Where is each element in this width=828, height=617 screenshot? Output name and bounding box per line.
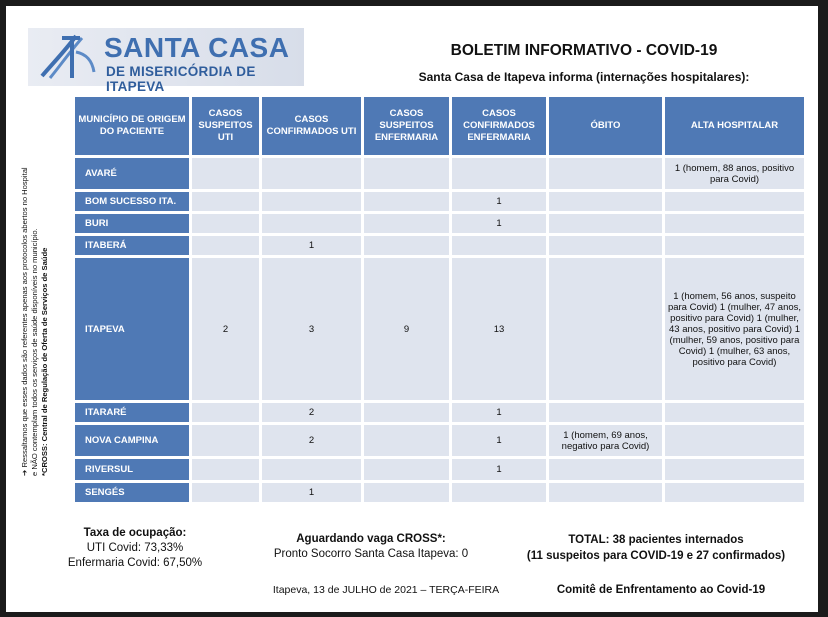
table-row	[74, 191, 806, 213]
logo	[28, 28, 304, 94]
occupancy-label: Taxa de ocupação:	[83, 527, 187, 539]
cell-conf-enf: 1	[451, 191, 548, 213]
header-confirmados-uti: CASOS CONFIRMADOS UTI	[261, 96, 363, 157]
cell-obito	[548, 235, 664, 257]
header-obito: ÓBITO	[548, 96, 664, 157]
cell-conf-enf: 1	[451, 424, 548, 458]
cell-municipio: ITAPEVA	[74, 257, 191, 402]
header-confirmados-enfermaria: CASOS CONFIRMADOS ENFERMARIA	[451, 96, 548, 157]
cell-obito	[548, 157, 664, 191]
table-row	[74, 482, 806, 504]
cell-alta	[664, 424, 806, 458]
bulletin-date: Itapeva, 13 de JULHO de 2021 – TERÇA-FEIRA	[272, 584, 500, 596]
occupancy-enfermaria: Enfermaria Covid: 67,50%	[67, 557, 203, 569]
cell-susp-uti: 2	[191, 257, 261, 402]
occupancy-uti: UTI Covid: 73,33%	[86, 542, 184, 554]
cell-municipio: ITABERÁ	[74, 235, 191, 257]
cell-conf-enf: 1	[451, 402, 548, 424]
table-row	[74, 257, 806, 402]
cell-conf-uti	[261, 213, 363, 235]
table-row	[74, 402, 806, 424]
cell-susp-uti	[191, 402, 261, 424]
cell-susp-enf	[363, 157, 451, 191]
table-row	[74, 157, 806, 191]
cell-conf-uti: 1	[261, 235, 363, 257]
cell-alta	[664, 458, 806, 482]
logo-subtitle: DE MISERICÓRDIA DE ITAPEVA	[106, 64, 256, 94]
cell-municipio: SENGÉS	[74, 482, 191, 504]
cell-conf-enf	[451, 235, 548, 257]
logo-title: SANTA CASA	[104, 32, 290, 63]
cell-susp-uti	[191, 157, 261, 191]
cell-susp-uti	[191, 458, 261, 482]
cell-susp-enf	[363, 191, 451, 213]
cell-municipio: AVARÉ	[74, 157, 191, 191]
table-row	[74, 424, 806, 458]
cell-alta: 1 (homem, 88 anos, positivo para Covid)	[664, 157, 806, 191]
side-note-line-3: *CROSS: Central de Regulação de Oferta de Serviços de Saúde	[40, 247, 49, 476]
cell-susp-uti	[191, 482, 261, 504]
side-note-line-1: ➔ Ressaltamos que esses dados são referentes apenas aos protocolos abertos no Hospital	[20, 167, 29, 476]
cell-susp-enf	[363, 424, 451, 458]
cell-susp-enf	[363, 458, 451, 482]
table-row	[74, 458, 806, 482]
cell-conf-enf: 1	[451, 458, 548, 482]
cell-municipio: RIVERSUL	[74, 458, 191, 482]
cell-obito	[548, 213, 664, 235]
cell-susp-enf	[363, 213, 451, 235]
cell-obito	[548, 482, 664, 504]
cell-municipio: BURI	[74, 213, 191, 235]
cell-obito	[548, 458, 664, 482]
cell-conf-enf: 13	[451, 257, 548, 402]
cell-municipio: BOM SUCESSO ITA.	[74, 191, 191, 213]
side-note-line-2: e NÃO contemplam todos os serviços de saúde disponíveis no município.	[30, 228, 39, 476]
total-line-2: (11 suspeitos para COVID-19 e 27 confirmados)	[526, 550, 786, 562]
cell-susp-uti	[191, 191, 261, 213]
cell-alta: 1 (homem, 56 anos, suspeito para Covid) 1 (mulher, 47 anos, positivo para Covid) 1 (mulher, 43 anos, positivo para Covid) 1 (mulher, 59 anos, positivo para Covid) 1 (mulher, 63 anos, positivo para Covid)	[664, 257, 806, 402]
page-subtitle: Santa Casa de Itapeva informa (internações hospitalares):	[418, 70, 750, 84]
total-line-1: TOTAL: 38 pacientes internados	[568, 534, 744, 546]
header-alta: ALTA HOSPITALAR	[664, 96, 806, 157]
cell-susp-enf	[363, 235, 451, 257]
page-title: BOLETIM INFORMATIVO - COVID-19	[450, 42, 718, 59]
cell-susp-enf	[363, 482, 451, 504]
cross-value: Pronto Socorro Santa Casa Itapeva: 0	[273, 548, 469, 560]
cell-susp-enf: 9	[363, 257, 451, 402]
cell-conf-uti: 1	[261, 482, 363, 504]
table-header-row	[74, 96, 806, 157]
cell-conf-uti	[261, 458, 363, 482]
cross-block	[246, 532, 496, 562]
cell-susp-uti	[191, 235, 261, 257]
cell-obito	[548, 191, 664, 213]
cell-alta	[664, 402, 806, 424]
cell-obito: 1 (homem, 69 anos, negativo para Covid)	[548, 424, 664, 458]
cell-conf-uti	[261, 191, 363, 213]
table-row	[74, 235, 806, 257]
cell-municipio: ITARARÉ	[74, 402, 191, 424]
cell-susp-uti	[191, 213, 261, 235]
cell-alta	[664, 235, 806, 257]
cell-conf-uti	[261, 157, 363, 191]
cell-alta	[664, 482, 806, 504]
cell-conf-enf	[451, 482, 548, 504]
cell-conf-uti: 3	[261, 257, 363, 402]
header-suspeitos-uti: CASOS SUSPEITOS UTI	[191, 96, 261, 157]
cell-alta	[664, 191, 806, 213]
cases-table	[72, 94, 807, 505]
cell-conf-uti: 2	[261, 402, 363, 424]
header-municipio: MUNICÍPIO DE ORIGEM DO PACIENTE	[74, 96, 191, 157]
cell-conf-enf: 1	[451, 213, 548, 235]
cross-label: Aguardando vaga CROSS*:	[296, 533, 446, 545]
side-note	[20, 136, 50, 476]
cell-conf-uti: 2	[261, 424, 363, 458]
cell-conf-enf	[451, 157, 548, 191]
occupancy-block	[50, 526, 220, 571]
bulletin-page	[6, 6, 818, 612]
table-row	[74, 213, 806, 235]
total-block	[506, 532, 806, 564]
cell-susp-uti	[191, 424, 261, 458]
cell-obito	[548, 257, 664, 402]
cell-obito	[548, 402, 664, 424]
header-suspeitos-enfermaria: CASOS SUSPEITOS ENFERMARIA	[363, 96, 451, 157]
committee-name: Comitê de Enfrentamento ao Covid-19	[556, 584, 766, 596]
cell-susp-enf	[363, 402, 451, 424]
cell-alta	[664, 213, 806, 235]
cell-municipio: NOVA CAMPINA	[74, 424, 191, 458]
santa-casa-logo-icon	[36, 32, 98, 82]
